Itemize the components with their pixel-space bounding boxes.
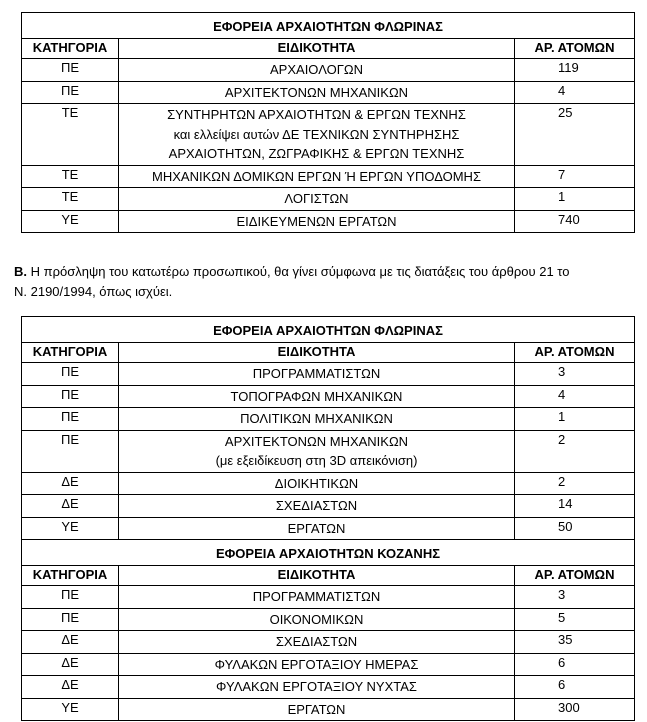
- table-row: [22, 608, 635, 631]
- staff-table-florina-2: [21, 316, 635, 540]
- header-specialty: ΕΙΔΙΚΟΤΗΤΑ: [119, 39, 515, 59]
- table-row: [22, 676, 635, 699]
- table-row: [22, 517, 635, 540]
- count-cell: 2: [515, 430, 635, 472]
- table-row: [22, 363, 635, 386]
- table-row: [22, 81, 635, 104]
- table-row: [22, 59, 635, 82]
- category-cell: ΤΕ: [22, 104, 119, 166]
- specialty-cell: ΑΡΧΑΙΟΛΟΓΩΝ: [119, 59, 515, 82]
- header-category: ΚΑΤΗΓΟΡΙΑ: [22, 39, 119, 59]
- specialty-cell: ΟΙΚΟΝΟΜΙΚΩΝ: [119, 608, 515, 631]
- count-cell: 3: [515, 586, 635, 609]
- table-row: [22, 698, 635, 721]
- paragraph-text-1: Η πρόσληψη του κατωτέρω προσωπικού, θα γίνει σύμφωνα με τις διατάξεις του άρθρου 21 το: [27, 264, 570, 279]
- table-row: [22, 165, 635, 188]
- count-cell: 1: [515, 188, 635, 211]
- category-cell: ΠΕ: [22, 430, 119, 472]
- count-cell: 6: [515, 676, 635, 699]
- specialty-cell: ΦΥΛΑΚΩΝ ΕΡΓΟΤΑΞΙΟΥ ΗΜΕΡΑΣ: [119, 653, 515, 676]
- specialty-cell: ΣΥΝΤΗΡΗΤΩΝ ΑΡΧΑΙΟΤΗΤΩΝ & ΕΡΓΩΝ ΤΕΧΝΗΣ και ελλείψει αυτών ΔΕ ΤΕΧΝΙΚΩΝ ΣΥΝΤΗΡΗΣΗΣ ΑΡΧΑΙΟΤΗΤΩΝ, ΖΩΓΡΑΦΙΚΗΣ & ΕΡΓΩΝ ΤΕΧΝΗΣ: [119, 104, 515, 166]
- count-cell: 3: [515, 363, 635, 386]
- specialty-cell: ΑΡΧΙΤΕΚΤΟΝΩΝ ΜΗΧΑΝΙΚΩΝ: [119, 81, 515, 104]
- table-row: [22, 430, 635, 472]
- table-row: [22, 472, 635, 495]
- count-cell: 6: [515, 653, 635, 676]
- specialty-cell: ΕΡΓΑΤΩΝ: [119, 517, 515, 540]
- specialty-cell: ΑΡΧΙΤΕΚΤΟΝΩΝ ΜΗΧΑΝΙΚΩΝ (με εξειδίκευση στη 3D απεικόνιση): [119, 430, 515, 472]
- specialty-cell: ΤΟΠΟΓΡΑΦΩΝ ΜΗΧΑΝΙΚΩΝ: [119, 385, 515, 408]
- count-cell: 7: [515, 165, 635, 188]
- table-body: [22, 540, 635, 721]
- category-cell: ΥΕ: [22, 517, 119, 540]
- count-cell: 25: [515, 104, 635, 166]
- category-cell: ΤΕ: [22, 188, 119, 211]
- category-cell: ΠΕ: [22, 608, 119, 631]
- count-cell: 1: [515, 408, 635, 431]
- category-cell: ΔΕ: [22, 676, 119, 699]
- specialty-cell: ΠΡΟΓΡΑΜΜΑΤΙΣΤΩΝ: [119, 586, 515, 609]
- paragraph-line-1: [14, 262, 647, 282]
- specialty-cell: ΦΥΛΑΚΩΝ ΕΡΓΟΤΑΞΙΟΥ ΝΥΧΤΑΣ: [119, 676, 515, 699]
- count-cell: 4: [515, 81, 635, 104]
- category-cell: ΥΕ: [22, 698, 119, 721]
- count-cell: 2: [515, 472, 635, 495]
- table-body: [22, 13, 635, 233]
- table-row: [22, 385, 635, 408]
- paragraph-label: Β.: [14, 264, 27, 279]
- specialty-cell: ΣΧΕΔΙΑΣΤΩΝ: [119, 631, 515, 654]
- specialty-cell: ΣΧΕΔΙΑΣΤΩΝ: [119, 495, 515, 518]
- category-cell: ΔΕ: [22, 631, 119, 654]
- header-category: ΚΑΤΗΓΟΡΙΑ: [22, 343, 119, 363]
- table-row: [22, 586, 635, 609]
- category-cell: ΠΕ: [22, 363, 119, 386]
- count-cell: 35: [515, 631, 635, 654]
- specialty-cell: ΛΟΓΙΣΤΩΝ: [119, 188, 515, 211]
- category-cell: ΠΕ: [22, 408, 119, 431]
- table-row: [22, 495, 635, 518]
- category-cell: ΥΕ: [22, 210, 119, 233]
- count-cell: 14: [515, 495, 635, 518]
- header-specialty: ΕΙΔΙΚΟΤΗΤΑ: [119, 566, 515, 586]
- specialty-cell: ΕΙΔΙΚΕΥΜΕΝΩΝ ΕΡΓΑΤΩΝ: [119, 210, 515, 233]
- specialty-cell: ΠΟΛΙΤΙΚΩΝ ΜΗΧΑΝΙΚΩΝ: [119, 408, 515, 431]
- specialty-cell: ΠΡΟΓΡΑΜΜΑΤΙΣΤΩΝ: [119, 363, 515, 386]
- header-category: ΚΑΤΗΓΟΡΙΑ: [22, 566, 119, 586]
- table-row: [22, 631, 635, 654]
- table-row: [22, 210, 635, 233]
- category-cell: ΔΕ: [22, 653, 119, 676]
- table-row: [22, 653, 635, 676]
- count-cell: 50: [515, 517, 635, 540]
- category-cell: ΔΕ: [22, 472, 119, 495]
- header-specialty: ΕΙΔΙΚΟΤΗΤΑ: [119, 343, 515, 363]
- paragraph-line-2: Ν. 2190/1994, όπως ισχύει.: [14, 284, 173, 299]
- table-title: ΕΦΟΡΕΙΑ ΑΡΧΑΙΟΤΗΤΩΝ ΦΛΩΡΙΝΑΣ: [22, 317, 635, 343]
- category-cell: ΠΕ: [22, 586, 119, 609]
- header-count: ΑΡ. ΑΤΟΜΩΝ: [515, 343, 635, 363]
- count-cell: 119: [515, 59, 635, 82]
- staff-table-florina-1: [21, 12, 635, 233]
- table-row: [22, 408, 635, 431]
- count-cell: 4: [515, 385, 635, 408]
- count-cell: 5: [515, 608, 635, 631]
- header-count: ΑΡ. ΑΤΟΜΩΝ: [515, 39, 635, 59]
- table-title: ΕΦΟΡΕΙΑ ΑΡΧΑΙΟΤΗΤΩΝ ΚΟΖΑΝΗΣ: [22, 540, 635, 566]
- table-body: [22, 317, 635, 540]
- specialty-cell: ΔΙΟΙΚΗΤΙΚΩΝ: [119, 472, 515, 495]
- table-row: [22, 188, 635, 211]
- specialty-cell: ΕΡΓΑΤΩΝ: [119, 698, 515, 721]
- count-cell: 740: [515, 210, 635, 233]
- paragraph-b: [14, 262, 647, 302]
- category-cell: ΠΕ: [22, 81, 119, 104]
- header-count: ΑΡ. ΑΤΟΜΩΝ: [515, 566, 635, 586]
- category-cell: ΠΕ: [22, 385, 119, 408]
- staff-table-kozani: [21, 539, 635, 721]
- table-row: [22, 104, 635, 166]
- count-cell: 300: [515, 698, 635, 721]
- category-cell: ΔΕ: [22, 495, 119, 518]
- specialty-cell: ΜΗΧΑΝΙΚΩΝ ΔΟΜΙΚΩΝ ΕΡΓΩΝ Ή ΕΡΓΩΝ ΥΠΟΔΟΜΗΣ: [119, 165, 515, 188]
- category-cell: ΠΕ: [22, 59, 119, 82]
- table-title: ΕΦΟΡΕΙΑ ΑΡΧΑΙΟΤΗΤΩΝ ΦΛΩΡΙΝΑΣ: [22, 13, 635, 39]
- category-cell: ΤΕ: [22, 165, 119, 188]
